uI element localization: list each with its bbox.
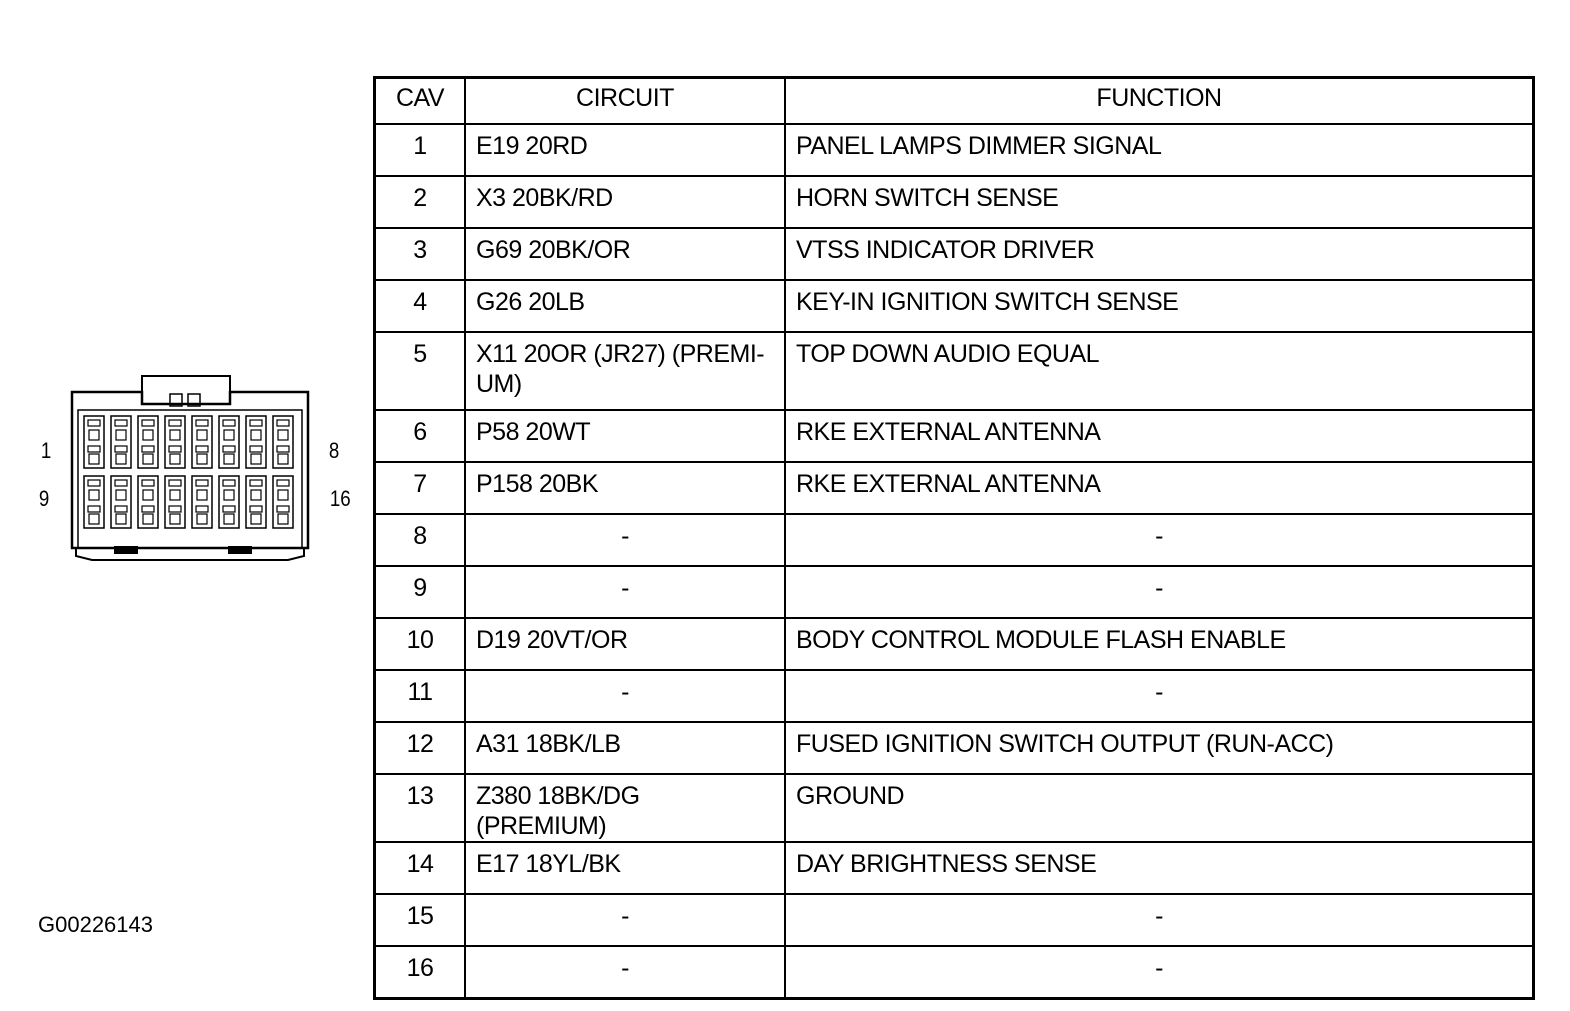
cavity-10: [111, 476, 131, 528]
function-cell: -: [785, 566, 1534, 618]
circuit-cell: P158 20BK: [465, 462, 785, 514]
circuit-cell: E19 20RD: [465, 124, 785, 176]
circuit-cell: -: [465, 946, 785, 999]
function-cell: KEY-IN IGNITION SWITCH SENSE: [785, 280, 1534, 332]
cavity-14: [219, 476, 239, 528]
cav-cell: 5: [375, 332, 466, 410]
cav-cell: 9: [375, 566, 466, 618]
pinout-table: [373, 76, 1535, 1000]
table-row: [375, 410, 1534, 462]
function-cell: FUSED IGNITION SWITCH OUTPUT (RUN-ACC): [785, 722, 1534, 774]
function-cell: HORN SWITCH SENSE: [785, 176, 1534, 228]
cav-cell: 7: [375, 462, 466, 514]
circuit-cell: A31 18BK/LB: [465, 722, 785, 774]
cavity-4: [165, 416, 185, 468]
cav-cell: 2: [375, 176, 466, 228]
connector-face-icon: [30, 370, 360, 570]
function-cell: DAY BRIGHTNESS SENSE: [785, 842, 1534, 894]
circuit-cell: Z380 18BK/DG (PREMIUM): [465, 774, 785, 842]
circuit-cell: X11 20OR (JR27) (PREMI-UM): [465, 332, 785, 410]
function-cell: RKE EXTERNAL ANTENNA: [785, 462, 1534, 514]
cavity-6: [219, 416, 239, 468]
circuit-cell: -: [465, 566, 785, 618]
cav-cell: 10: [375, 618, 466, 670]
table-row: [375, 566, 1534, 618]
cav-cell: 1: [375, 124, 466, 176]
cavity-2: [111, 416, 131, 468]
pin-label-8: 8: [328, 438, 340, 463]
cav-cell: 16: [375, 946, 466, 999]
table-row: [375, 946, 1534, 999]
pin-label-16: 16: [329, 486, 351, 511]
function-cell: -: [785, 670, 1534, 722]
table-row: [375, 618, 1534, 670]
table-row: [375, 774, 1534, 842]
table-row: [375, 462, 1534, 514]
function-cell: -: [785, 894, 1534, 946]
function-cell: -: [785, 514, 1534, 566]
cavity-1: [84, 416, 104, 468]
circuit-cell: G69 20BK/OR: [465, 228, 785, 280]
circuit-cell: -: [465, 894, 785, 946]
function-cell: RKE EXTERNAL ANTENNA: [785, 410, 1534, 462]
connector-diagram: [30, 370, 360, 570]
table-header-row: [375, 78, 1534, 125]
table-row: [375, 722, 1534, 774]
header-function: FUNCTION: [785, 78, 1534, 125]
function-cell: BODY CONTROL MODULE FLASH ENABLE: [785, 618, 1534, 670]
cav-cell: 4: [375, 280, 466, 332]
cav-cell: 11: [375, 670, 466, 722]
table-row: [375, 894, 1534, 946]
header-cav: CAV: [375, 78, 466, 125]
function-cell: -: [785, 946, 1534, 999]
cav-cell: 3: [375, 228, 466, 280]
circuit-cell: -: [465, 670, 785, 722]
pin-label-9: 9: [38, 486, 50, 511]
cavity-16: [273, 476, 293, 528]
cavity-3: [138, 416, 158, 468]
pin-label-1: 1: [40, 438, 52, 463]
cav-cell: 6: [375, 410, 466, 462]
table-row: [375, 842, 1534, 894]
cavity-5: [192, 416, 212, 468]
cav-cell: 15: [375, 894, 466, 946]
function-cell: GROUND: [785, 774, 1534, 842]
table-row: [375, 332, 1534, 410]
function-cell: TOP DOWN AUDIO EQUAL: [785, 332, 1534, 410]
cav-cell: 13: [375, 774, 466, 842]
table-row: [375, 514, 1534, 566]
cavity-7: [246, 416, 266, 468]
function-cell: VTSS INDICATOR DRIVER: [785, 228, 1534, 280]
cavity-8: [273, 416, 293, 468]
circuit-cell: G26 20LB: [465, 280, 785, 332]
cavity-12: [165, 476, 185, 528]
table-row: [375, 670, 1534, 722]
function-cell: PANEL LAMPS DIMMER SIGNAL: [785, 124, 1534, 176]
figure-id: G00226143: [38, 912, 153, 937]
table-row: [375, 176, 1534, 228]
table-row: [375, 124, 1534, 176]
cav-cell: 8: [375, 514, 466, 566]
circuit-cell: D19 20VT/OR: [465, 618, 785, 670]
cav-cell: 12: [375, 722, 466, 774]
cavity-13: [192, 476, 212, 528]
table-row: [375, 228, 1534, 280]
circuit-cell: E17 18YL/BK: [465, 842, 785, 894]
header-circuit: CIRCUIT: [465, 78, 785, 125]
cavity-11: [138, 476, 158, 528]
circuit-cell: -: [465, 514, 785, 566]
cavity-9: [84, 476, 104, 528]
cav-cell: 14: [375, 842, 466, 894]
circuit-cell: X3 20BK/RD: [465, 176, 785, 228]
circuit-cell: P58 20WT: [465, 410, 785, 462]
cavity-15: [246, 476, 266, 528]
table-row: [375, 280, 1534, 332]
